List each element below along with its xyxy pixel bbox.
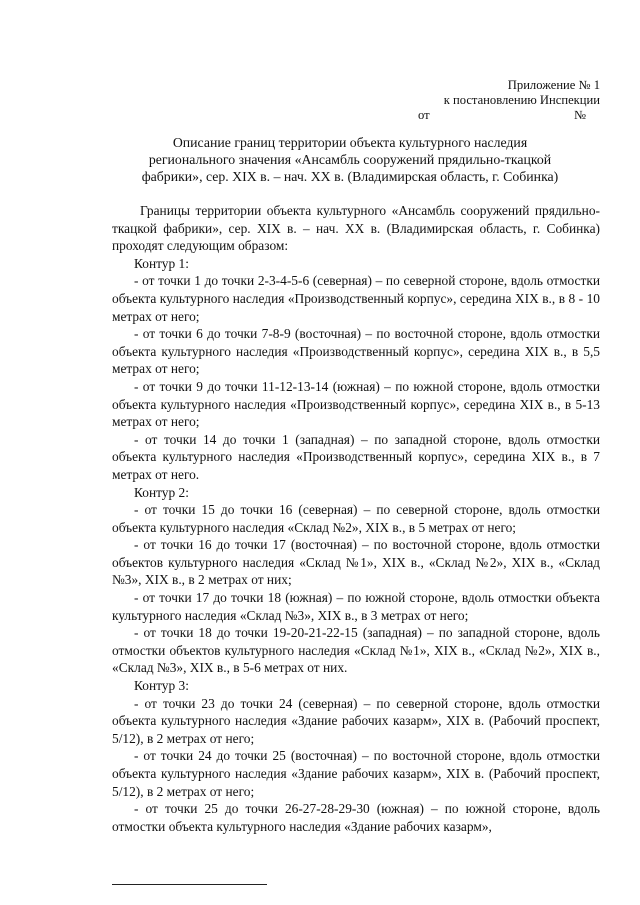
document-title <box>80 134 620 185</box>
annex-from-label: от <box>418 108 430 122</box>
title-line-3: фабрики», сер. XIX в. – нач. XX в. (Владимирская область, г. Собинка) <box>141 169 559 184</box>
contour-3-item: - от точки 25 до точки 26-27-28-29-30 (южная) – по южной стороне, вдоль отмостки объекта культурного наследия «Здание рабочих казарм», <box>112 801 600 834</box>
contour-2-item: - от точки 15 до точки 16 (северная) – по северной стороне, вдоль отмостки объекта культурного наследия «Склад №2», XIX в., в 5 метрах от него; <box>112 502 600 535</box>
title-line-2: регионального значения «Ансамбль сооружений прядильно-ткацкой <box>148 152 552 167</box>
contour-1-item: - от точки 14 до точки 1 (западная) – по западной стороне, вдоль отмостки объекта культурного наследия «Производственный корпус», середина XIX в., в 7 метрах от него. <box>112 431 600 482</box>
contour-2-item: - от точки 18 до точки 19-20-21-22-15 (западная) – по западной стороне, вдоль отмостки объектов культурного наследия «Склад №1», XIX в., «Склад №2», XIX в., «Склад №3», XIX в., в 5-6 метрах от них. <box>112 625 600 676</box>
contour-2-item: - от точки 16 до точки 17 (восточная) – по восточной стороне, вдоль отмостки объектов культурного наследия «Склад №1», XIX в., «Склад №2», XIX в., «Склад №3», XIX в., в 2 метрах от них; <box>112 537 600 588</box>
contour-2-item: - от точки 17 до точки 18 (южная) – по южной стороне, вдоль отмостки объекта культурного наследия «Склад №3», XIX в., в 3 метрах от него; <box>112 590 600 623</box>
annex-decree: к постановлению Инспекции <box>443 93 600 107</box>
intro-paragraph: Границы территории объекта культурного «Ансамбль сооружений прядильно-ткацкой фабрики», сер. XIX в. – нач. XX в. (Владимирская область, г. Собинка) проходят следующим образом: <box>112 203 600 254</box>
annex-title: Приложение № 1 <box>507 78 600 92</box>
document-body <box>112 202 600 835</box>
contour-2-heading: Контур 2: <box>134 484 189 500</box>
contour-3-item: - от точки 24 до точки 25 (восточная) – по восточной стороне, вдоль отмостки объекта культурного наследия «Здание рабочих казарм», XIX в. (Рабочий проспект, 5/12), в 2 метрах от него; <box>112 748 600 799</box>
annex-header <box>360 78 600 123</box>
contour-1-heading: Контур 1: <box>134 255 189 271</box>
annex-number-label: № <box>573 108 586 122</box>
contour-1-item: - от точки 9 до точки 11-12-13-14 (южная) – по южной стороне, вдоль отмостки объекта культурного наследия «Производственный корпус», середина XIX в., в 5-13 метрах от него; <box>112 378 600 430</box>
contour-1-item: - от точки 6 до точки 7-8-9 (восточная) – по восточной стороне, вдоль отмостки объекта культурного наследия «Производственный корпус», середина XIX в., в 5,5 метрах от него; <box>112 326 600 377</box>
contour-1-item: - от точки 1 до точки 2-3-4-5-6 (северная) – по северной стороне, вдоль отмостки объекта культурного наследия «Производственный корпус», середина XIX в., в 8 - 10 метрах от него; <box>112 273 600 324</box>
contour-3-heading: Контур 3: <box>134 678 189 694</box>
footnote-divider <box>112 884 267 885</box>
title-line-1: Описание границ территории объекта культурного наследия <box>172 135 528 150</box>
annex-date-number <box>360 108 600 123</box>
contour-3-item: - от точки 23 до точки 24 (северная) – по северной стороне, вдоль отмостки объекта культурного наследия «Здание рабочих казарм», XIX в. (Рабочий проспект, 5/12), в 2 метрах от него; <box>112 695 600 746</box>
